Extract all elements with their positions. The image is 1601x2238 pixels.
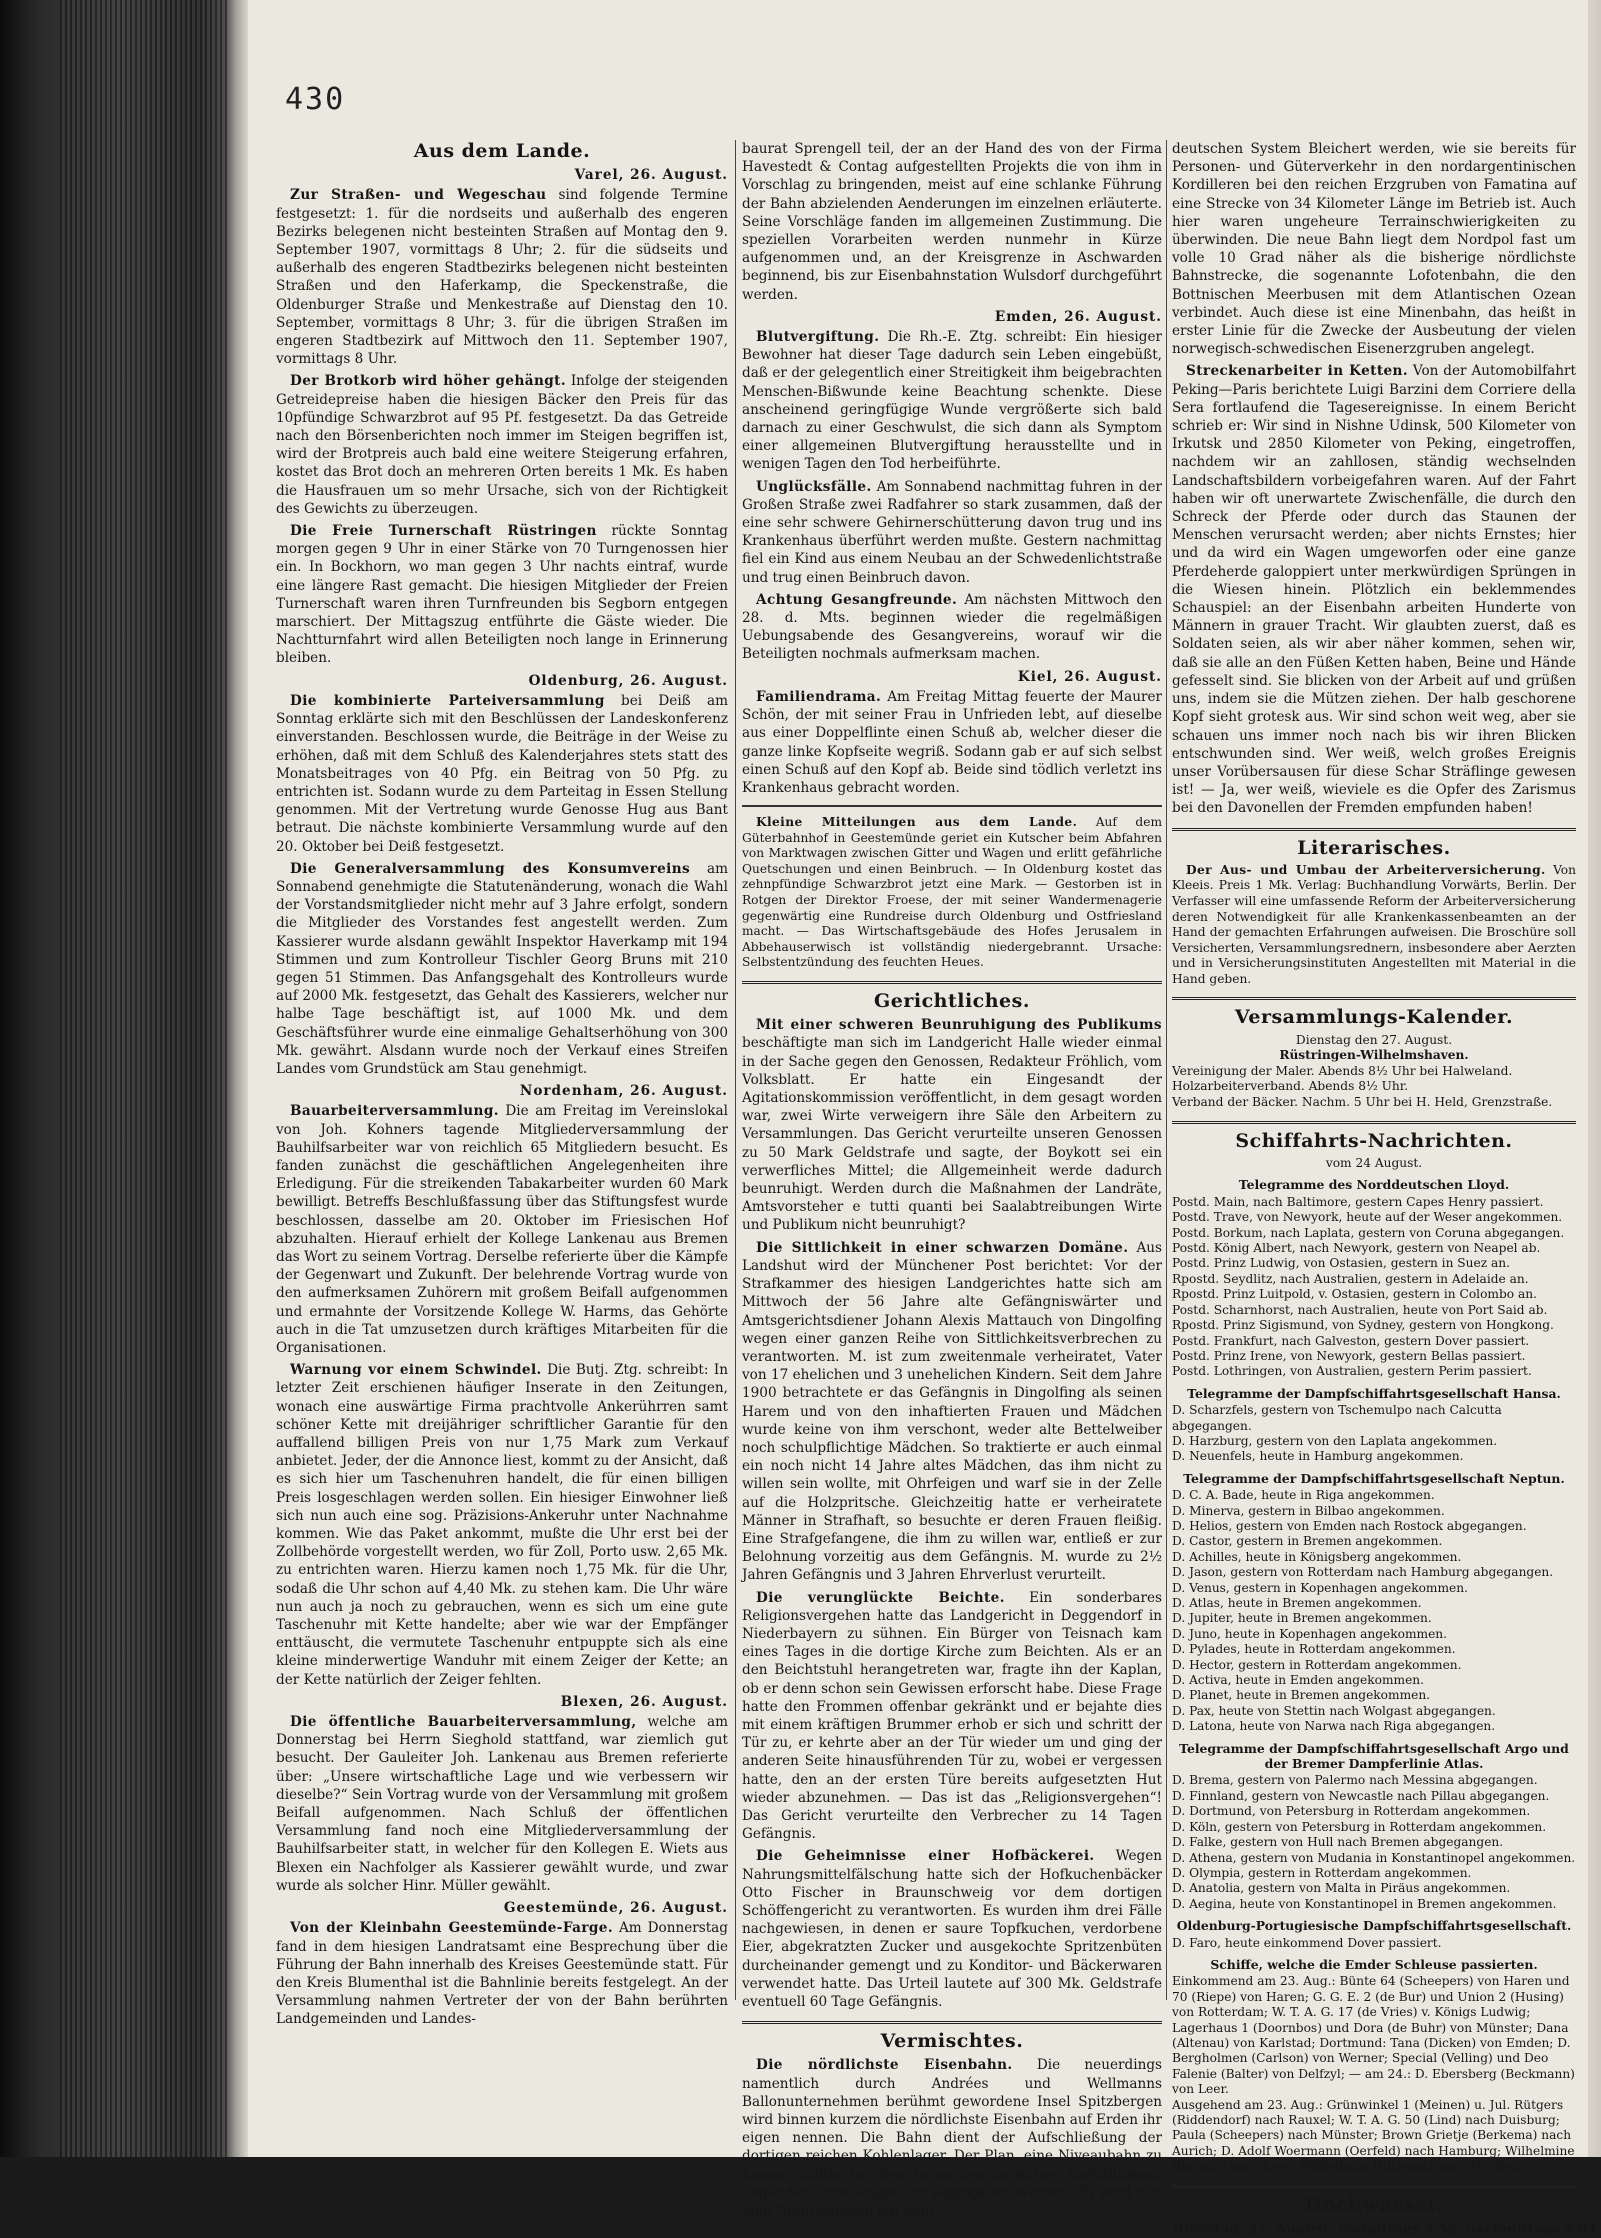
article (276, 1713, 728, 1895)
article-text: beschäftigte man sich im Landgericht Halle wieder einmal in der Sache gegen den Genossen, Redakteur Fröhlich, vom Volksblatt. Er hatte ein Eingesandt der Agitationskommission veröffentlicht, in dem gesagt worden war, zwei Wirte verweigern ihre Säle den Arbeitern zu Versammlungen. Das Gericht verurteilte unseren Genossen zu 50 Mark Geldstrafe und sagte, der Boykott sei ein verwerfliches Mittel; die Allgemeinheit werde dadurch beunruhigt. Werden durch die Maßnahmen der Landräte, Amtsvorsteher e tutti quanti bei Saalabtreibungen Wirte und Publikum nicht beunruhigt? (742, 1035, 1162, 1234)
shipping-entry: D. Falke, gestern von Hull nach Bremen abgegangen. (1172, 1835, 1504, 1850)
article (276, 522, 728, 668)
shipping-group-heading: Telegramme des Norddeutschen Lloyd. (1238, 1177, 1510, 1193)
shipping-entry: D. Scharzfels, gestern von Tschemulpo nach Calcutta abgegangen. (1172, 1403, 1502, 1433)
article-heading: Der Aus- und Umbau der Arbeiterversicherung. (1186, 862, 1546, 877)
shipping-entry: D. Castor, gestern in Bremen angekommen. (1172, 1534, 1443, 1549)
article-heading: Der Brotkorb wird höher gehängt. (290, 373, 566, 390)
article-text: Am Donnerstag fand in dem hiesigen Landratsamt eine Besprechung über die Führung der Bahn innerhalb des Kreises Geestemünde statt. Für den Kreis Blumenthal ist die Bahnlinie bereits festgelegt. An der Versammlung nahmen Vertreter der von der Bahn berührten Landgemeinden und Landes- (276, 1920, 728, 2028)
article (742, 328, 1162, 474)
shipping-entry: D. Athena, gestern von Mudania in Konstantinopel angekommen. (1172, 1850, 1576, 1865)
article-text: am Sonnabend genehmigte die Statutenänderung, wonach die Wahl der Vorstandsmitglieder nicht mehr auf 3 Jahre erfolgt, sondern die Mitglieder des Vorstandes fest angestellt werden. Zum Kassierer wurde alsdann gewählt Inspektor Haverkamp mit 194 Stimmen und zum Kontrolleur Tischler Georg Bruns mit 210 gegen 51 Stimmen. Das Anfangsgehalt des Kontrolleurs wurde auf 2000 Mk. festgesetzt, das Gehalt des Kassierers, welcher nur halbe Tage beschäftigt ist, auf 1000 Mk. und dem Geschäftsführer wurde eine einmalige Gehaltserhöhung von 300 Mk. gewährt. Alsdann wurde noch der Verkauf eines Streifen Landes vom Grundstück am Stau genehmigt. (276, 860, 728, 1077)
book-binding (60, 0, 230, 2157)
article-text: Die Rh.-E. Ztg. schreibt: Ein hiesiger Bewohner hat dieser Tage dadurch sein Leben eingebüßt, daß er der gelegentlich einer Streitigkeit ihm beigebrachten Menschen-Bißwunde keine Beachtung schenkte. Diese anscheinend geringfügige Wunde vergrößerte sich bald darnach zu einer Geschwulst, die sich dann als Symptom einer allgemeinen Blutvergiftung herausstellte und in wenigen Tagen den Tod herbeiführte. (742, 329, 1162, 473)
article-text: Von Kleeis. Preis 1 Mk. Verlag: Buchhandlung Vorwärts, Berlin. Der Verfasser will eine umfassende Reform der Arbeiterversicherung deren Notwendigkeit für alle Krankenkassenbeamten an der Hand der gemachten Erfahrungen aufweisen. Die Broschüre soll Versicherten, Versammlungsrednern, insbesondere aber Aerzten und in Versicherungsinstituten Angestellten mit Material in die Hand geben. (1172, 862, 1576, 986)
shipping-entry: D. Aegina, heute von Konstantinopel in Bremen angekommen. (1172, 1896, 1557, 1911)
shipping-entry: Postd. Borkum, nach Laplata, gestern von Coruna abgegangen. (1172, 1225, 1565, 1240)
article-text: Am Sonnabend nachmittag fuhren in der Großen Straße zwei Radfahrer so stark zusammen, daß der eine sehr schwere Gehirnerschütterung davon trug und ins Krankenhaus überführt werden mußte. Gestern nachmittag fiel ein Kind aus einem Neubau an der Schwedenlichtstraße und trug einen Beinbruch davon. (742, 478, 1162, 586)
article-heading: Die verunglückte Beichte. (756, 1589, 1005, 1606)
article-heading: Die Sittlichkeit in einer schwarzen Domäne. (756, 1239, 1129, 1256)
calendar-item: Vereinigung der Maler. Abends 8½ Uhr bei Halweland. (1172, 1063, 1513, 1078)
article-heading: Die Freie Turnerschaft Rüstringen (290, 523, 597, 540)
article (742, 478, 1162, 587)
column-rule (1166, 140, 1167, 2000)
shipping-entry: D. Juno, heute in Kopenhagen angekommen. (1172, 1626, 1448, 1641)
article-text: Von der Automobilfahrt Peking—Paris berichtete Luigi Barzini dem Corriere della Sera fortlaufend die Tagesereignisse. In einem Bericht schrieb er: Wir sind in Nishne Udinsk, 500 Kilometer von Irkutsk und 2850 Kilometer von Peking, eingetroffen, nachdem wir an zahllosen, ständig wechselnden Landschaftsbildern vorbeigefahren waren. Auf der Fahrt haben wir oft unerwartete Zwischenfälle, die durch den Schreck der Pferde oder durch das Staunen der Menschen verursacht werden; aber nichts Ernstes; hier und da wird ein Wagen umgeworfen oder eine ganze Pferdeherde galoppiert unter merkwürdigen Sprüngen in die Wiesen hinein. Plötzlich ein beklemmendes Schauspiel: an der Eisenbahn arbeiten Hunderte von Männern in grauer Tracht. Wir glaubten zuerst, daß es Soldaten seien, als wir aber näher kommen, sehen wir, daß sie alle an den Füßen Ketten haben, Beine und Hände gefesselt sind. Sie blicken von der Arbeit auf und grüßen uns, indem sie die Mützen ziehen. Der halb geschorene Kopf sieht grotesk aus. Wir sind schon weit weg, aber sie schauen uns immer noch nach bis wir ihren Blicken entschwunden sind. Wer weiß, welch großes Ereignis unser Vorübersausen für diese Schar Sträflinge gewesen ist! — Ja, wer weiß, wieviele es die Opfer des Zarismus bei den Davonellen der Fremden empfunden haben! (1172, 363, 1576, 817)
shipping-entry: D. Planet, heute in Bremen angekommen. (1172, 1688, 1431, 1703)
shipping-entry: D. Latona, heute von Narwa nach Riga abgegangen. (1172, 1719, 1496, 1734)
article (742, 1016, 1162, 1234)
article-text: sind folgende Termine festgesetzt: 1. für die nordseits und außerhalb des engeren Bezirks belegenen nicht besteinten Straßen auf Montag den 9. September 1907, vormittags 8 Uhr; 2. für die südseits und außerhalb des engeren Stadtbezirks belegenen nicht besteinten Straßen und den Haferkamp, die Speckenstraße, die Oldenburger Straße und Menkestraße auf Dienstag den 10. September, vormittags 8 Uhr; 3. für die übrigen Straßen im engeren Stadtbezirk auf Mittwoch den 11. September 1907, vormittags 8 Uhr. (276, 187, 728, 368)
article-heading: Die Generalversammlung des Konsumvereins (290, 860, 691, 877)
shipping-entry: D. Atlas, heute in Bremen angekommen. (1172, 1596, 1422, 1610)
shipping-list (1172, 1177, 1576, 2174)
shipping-entry: Postd. Frankfurt, nach Galveston, gestern Dover passiert. (1172, 1333, 1530, 1348)
article-text: bei Deiß am Sonntag erklärte sich mit den Beschlüssen der Landeskonferenz einverstanden. Beschlossen wurde, die Beiträge in der Weise zu erhöhen, daß mit dem Schluß des Kalenderjahres stets statt des Monatsbeitrages von 40 Pfg. ein Beitrag von 50 Pfg. zu entrichten ist. Sodann wurde zu dem Parteitag in Essen Stellung genommen. Mit der Vertretung wurde Genosse Hug aus Bant betraut. Die nächste kombinierte Versammlung wurde auf den 20. Oktober bei Deiß festgesetzt. (276, 692, 729, 855)
shipping-group-heading: Schiffe, welche die Emder Schleuse passierten. (1210, 1956, 1538, 1972)
shipping-entry: Rpostd. Prinz Sigismund, von Sydney, gestern von Hongkong. (1172, 1318, 1554, 1333)
shipping-entry: Rpostd. Seydlitz, nach Australien, gestern in Adelaide an. (1172, 1271, 1529, 1286)
article-heading: Die nördlichste Eisenbahn. (756, 2057, 1013, 2074)
shipping-entry: D. Jason, gestern von Rotterdam nach Hamburg abgegangen. (1172, 1565, 1554, 1580)
kleine-text: Auf dem Güterbahnhof in Geestemünde geriet ein Kutscher beim Abfahren von Marktwagen zwischen Gitter und Wagen und erlitt gefährliche Quetschungen und einen Beinbruch. — In Oldenburg kostet das zehnpfündige Schwarzbrot jetzt eine Mark. — Gestorben ist in Rotgen der Direktor Froese, der mit seiner Wandermenagerie gegenwärtig eine Rundreise durch Oldenburg und Ostfriesland macht. — Das Wirtschaftsgebäude des Hofes Jerusalem in Abbehauserwisch ist vollständig niedergebrannt. Ursache: Selbstentzündung des feuchten Heues. (742, 815, 1162, 970)
shipping-entry: Einkommend am 23. Aug.: Bünte 64 (Scheepers) von Haren und 70 (Riepe) von Haren; G. G. E. 2 (de Bur) und Union 2 (Husing) von Rotterdam; W. T. A. G. 17 (de Vries) v. Königs Ludwig; Lagerhaus 1 (Doornbos) und Dora (de Buhr) von Münster; Dana (Altenau) von Karlstad; Dortmund: Tana (Dicken) von Emden; D. Bergholmen (Carlson) von Werner; Special (Velling) und Deo Falenie (Balter) von Delfzyl; — am 24.: D. Ebersberg (Beckmann) von Leer. (1172, 1974, 1575, 2097)
article-text: Die neuerdings namentlich durch Andrées und Wellmanns Ballonunternehmen berühmt gewordene Insel Spitzbergen wird binnen kurzem die nördlichste Eisenbahn auf Erden ihr eigen nennen. Die Bahn dient der Aufschließung der dortigen reichen Kohlenlager. Der Plan, eine Niveaubahn zu bauen, mußte bei den in meteorologischen Verhältnissen liegenden Schwierigkeiten aufgegeben werden. Es wird nun eine Drahtseilbahn auf dem (742, 2057, 1162, 2220)
article-list (276, 166, 728, 2028)
article-heading: Zur Straßen- und Wegeschau (290, 187, 547, 204)
shipping-entry: D. Minerva, gestern in Bilbao angekommen. (1172, 1503, 1445, 1518)
shipping-entry: D. Jupiter, heute in Bremen angekommen. (1172, 1611, 1432, 1626)
shipping-entry: Rpostd. Prinz Luitpold, v. Ostasien, gestern in Colombo an. (1172, 1287, 1537, 1302)
article-text: Am nächsten Mittwoch den 28. d. Mts. beginnen wieder die regelmäßigen Uebungsabende des Gesangvereins, worauf wir die Beteiligten nochmals aufmerksam machen. (742, 591, 1162, 663)
section-title: Aus dem Lande. (413, 140, 591, 162)
article-heading: Mit einer schweren Beunruhigung des Publikums (756, 1017, 1162, 1034)
article (742, 688, 1162, 797)
shipping-entry: D. Hector, gestern in Rotterdam angekommen. (1172, 1657, 1462, 1672)
article (276, 1102, 728, 1357)
article-text: Infolge der steigenden Getreidepreise haben die hiesigen Bäcker den Preis für das 10pfündige Schwarzbrot auf 95 Pf. festgesetzt. Da das Getreide nach den Börsenberichten noch immer im Steigen begriffen ist, wird der Brotpreis auch bald eine weitere Steigerung erfahren, kostet das Brot doch an mehreren Orten bereits 1 Mk. Es haben die Hausfrauen um so mehr Ursache, sich von der Richtigkeit des Gewichts zu überzeugen. (276, 373, 728, 517)
dateline: Blexen, 26. August. (560, 1693, 728, 1710)
article (742, 1847, 1162, 2011)
shipping-group-heading: Telegramme der Dampfschiffahrtsgesellschaft Argo und der Bremer Dampferlinie Atlas. (1179, 1740, 1569, 1772)
dateline: Kiel, 26. August. (1017, 668, 1162, 685)
shipping-entry: Postd. Trave, von Newyork, heute auf der Weser angekommen. (1172, 1210, 1563, 1225)
shipping-entry: D. Activa, heute in Emden angekommen. (1172, 1673, 1425, 1688)
section-title: Vermischtes. (742, 2021, 1162, 2050)
article (276, 692, 728, 856)
continued-text: deutschen System Bleichert werden, wie sie bereits für Personen- und Güterverkehr in den nordargentinischen Kordilleren bei den reichen Erzgruben von Famatina auf eine Strecke von 34 Kilometer Länge im Betrieb ist. Auch hier waren ungeheure Terrainschwierigkeiten zu überwinden. Die neue Bahn liegt dem Nordpol fast um volle 10 Grad näher als die bisherige nördlichste Bahnstrecke, die sogenannte Lofotenbahn, die den Bottnischen Meerbusen mit dem Atlantischen Ozean verbindet. Auch diese ist eine Minenbahn, das heißt in erster Linie für die Zwecke der Ausbeutung der vielen norwegisch-schwedischen Eisenerzgruben angelegt. (1172, 141, 1576, 358)
shipping-entry: Postd. Prinz Ludwig, von Ostasien, gestern in Suez an. (1172, 1256, 1511, 1271)
article (276, 1919, 728, 2028)
dateline: Emden, 26. August. (994, 308, 1162, 325)
section-title: Versammlungs-Kalender. (1172, 997, 1576, 1026)
column-right (1172, 140, 1597, 2237)
article (1172, 362, 1576, 817)
calendar-list (1172, 1064, 1576, 1111)
shipping-entry: D. Brema, gestern von Palermo nach Messina abgegangen. (1172, 1773, 1538, 1788)
article-heading: Blutvergiftung. (756, 329, 880, 346)
page-number: 430 (285, 82, 346, 117)
article-heading: Die Geheimnisse einer Hofbäckerei. (756, 1848, 1095, 1865)
shipping-entry: Postd. Prinz Irene, von Newyork, gestern Bellas passiert. (1172, 1348, 1526, 1363)
kleine-heading: Kleine Mitteilungen aus dem Lande. (756, 815, 1078, 830)
shipping-date: vom 24 August. (1325, 1155, 1423, 1170)
shipping-entry: D. Pylades, heute in Rotterdam angekommen. (1172, 1642, 1456, 1657)
continued-text: baurat Sprengell teil, der an der Hand des von der Firma Havestedt & Contag aufgestellten Projekts die von ihm in Vorschlag zu bringenden, meist auf eine schlanke Führung der Bahn abzielenden Aenderungen im einzelnen erläuterte. Seine Vorschläge fanden im allgemeinen Zustimmung. Die speziellen Vorarbeiten werden nunmehr in Kürze aufgenommen und, an der Kreisgrenze in Aschwarden beginnend, bis zur Eisenbahnstation Wulsdorf durchgeführt werden. (742, 141, 1162, 303)
shipping-group-heading: Telegramme der Dampfschiffahrtsgesellschaft Hansa. (1187, 1385, 1561, 1401)
article (276, 186, 728, 368)
dateline: Oldenburg, 26. August. (528, 672, 728, 689)
article-text: Die Butj. Ztg. schreibt: In letzter Zeit erschienen häufiger Inserate in den Zeitungen, wonach eine auswärtige Firma prachtvolle Ankerührren samt schöner Kette mit dreijähriger schriftlicher Garantie für den auffallend billigen Preis von nur 1,75 Mark zum Verkauf anbietet. Jeder, der die Annonce liest, kommt zu der Ansicht, daß es sich hier um Taschenuhren handelt, die für einen billigen Preis losgeschlagen werden sollen. Ein hiesiger Einwohner ließ sich nun auch eine sog. Präzisions-Ankeruhr unter Nachnahme kommen. Wie das Paket ankommt, mußte die Uhr erst bei der Zollbehörde vorgestellt werden, wo für Zoll, Porto usw. 2,65 Mk. zu entrichten waren. Hierzu kamen noch 1,75 Mk. für die Uhr, sodaß die Uhr schon auf 4,40 Mk. zu stehen kam. Die Uhr wäre nun auch ja noch zu gebrauchen, wenn es sich um eine gute Taschenuhr mit Kette handelte; aber wie war der Empfänger enttäuscht, die vermutete Taschenuhr entpuppte sich als eine kleine minderwertige Wanduhr mit einem Zeiger der Kette; an der Kette natürlich der Zeiger fehlten. (276, 1362, 728, 1688)
column-left (276, 140, 729, 2028)
article-text: rückte Sonntag morgen gegen 9 Uhr in einer Stärke von 70 Turngenossen hier ein. In Bockhorn, wo man gegen 3 Uhr nachts eintraf, wurde eine längere Rast gemacht. Die hiesigen Mitglieder der Freien Turnerschaft waren ihren Turnfreunden bis Segborn entgegen marschiert. Der Mittagszug entführte die Gäste wieder. Die Nachtturnfahrt wird allen Beteiligten noch lange in Erinnerung bleiben. (276, 523, 729, 667)
article-heading: Familiendrama. (756, 688, 882, 705)
section-title: Literarisches. (1172, 828, 1576, 857)
article-heading: Die öffentliche Bauarbeiterversammlung, (290, 1714, 637, 1731)
article (742, 1589, 1162, 1844)
divider (742, 805, 1162, 807)
shipping-entry: Ausgehend am 23. Aug.: Grünwinkel 1 (Meinen) u. Jul. Rütgers (Riddendorf) nach Rauxel; W. T. A. G. 50 (Lind) nach Duisburg; Paula (Scheepers) nach Münster; Brown Grietje (Berkema) nach Aurich; D. Adolf Woermann (Oerfeld) nach Hamburg; Wilhelmine (Bartels) nach Leer; Wilhelmine (Ritzema) nach Norden. (1172, 2097, 1575, 2174)
article-heading: Warnung vor einem Schwindel. (290, 1362, 542, 1379)
column-rule (735, 140, 736, 2000)
section-title: Schiffahrts-Nachrichten. (1172, 1121, 1576, 1150)
calendar-item: Holzarbeiterverband. Abends 8½ Uhr. (1172, 1079, 1409, 1094)
shipping-entry: D. Anatolia, gestern von Malta in Piräus angekommen. (1172, 1881, 1511, 1896)
shipping-entry: D. Finnland, gestern von Newcastle nach Pillau abgegangen. (1172, 1788, 1550, 1803)
shipping-entry: D. Neuenfels, heute in Hamburg angekommen. (1172, 1449, 1464, 1464)
shipping-entry: D. Achilles, heute in Königsberg angekommen. (1172, 1549, 1462, 1564)
article (742, 591, 1162, 664)
article (276, 860, 728, 1078)
dateline: Geestemünde, 26. August. (503, 1900, 728, 1917)
article-text: Die am Freitag im Vereinslokal von Joh. Kohners tagende Mitgliederversammlung der Bauhilfsarbeiter war von reichlich 65 Mitgliedern besucht. Es fanden zunächst die geschäftlichen Angelegenheiten ihre Erledigung. Für die streikenden Tabakarbeiter wurden 60 Mark bewilligt. Betreffs Beschlußfassung über das Stiftungsfest wurde beschlossen, dasselbe am 20. Oktober im Friesischen Hof abzuhalten. Hierauf erhielt der Kollege Lankenau aus Bremen das Wort zu seinem Vortrag. Derselbe referierte über die Kämpfe der Gegenwart und Zukunft. Der belehrende Vortrag wurde von den aufmerksamen Zuhörern mit großem Beifall aufgenommen und ermahnte der Vorsitzende Kollege W. Harms, das Gehörte auch in die Tat umzusetzen durch kräftiges Mitarbeiten für die Organisationen. (276, 1103, 728, 1356)
article (1172, 863, 1576, 988)
section-title: Hochwasser. (1172, 2185, 1576, 2214)
article (742, 2056, 1162, 2220)
column-middle (742, 140, 1163, 2220)
section-title: Gerichtliches. (742, 981, 1162, 1010)
shipping-group-heading: Telegramme der Dampfschiffahrtsgesellschaft Neptun. (1183, 1470, 1565, 1486)
high-water-times: Dienstag, 27. August: vormittags 3.52, nachmittags 4.04 (1172, 2220, 1597, 2237)
article-heading: Von der Kleinbahn Geestemünde-Farge. (290, 1920, 613, 1937)
article-heading: Die kombinierte Parteiversammlung (290, 692, 605, 709)
shipping-entry: D. Helios, gestern von Emden nach Rostock abgegangen. (1172, 1518, 1527, 1533)
shipping-entry: D. Faro, heute einkommend Dover passiert. (1172, 1935, 1442, 1950)
shipping-entry: D. Köln, gestern von Petersburg in Rotterdam angekommen. (1172, 1819, 1547, 1834)
shipping-entry: D. Harzburg, gestern von den Laplata angekommen. (1172, 1433, 1498, 1448)
shipping-entry: D. Venus, gestern in Kopenhagen angekommen. (1172, 1580, 1468, 1595)
article-text: Wegen Nahrungsmittelfälschung hatte sich der Hofkuchenbäcker Otto Fischer in Braunschweig vor dem dortigen Schöffengericht zu verantworten. Es wurden ihm drei Fälle nachgewiesen, in denen er saure Topfkuchen, verdorbene Eier, abgekratzten Zucker und ausgekochte Spritzenbüten durcheinander gemengt und zu Konditor- und Bäckerwaren verwendet hatte. Das Urteil lautete auf 300 Mk. Geldstrafe eventuell 60 Tage Gefängnis. (742, 1848, 1162, 2011)
article-text: Aus Landshut wird der Münchener Post berichtet: Vor der Strafkammer des hiesigen Landgerichtes hatte sich am Mittwoch der 56 Jahre alte Gefängniswärter und Amtsgerichtsdiener Johann Alexis Mattauch von Dingolfing wegen einer ganzen Reihe von Sittlichkeitsverbrechen zu verantworten. M. ist zum zweitenmale verheiratet, Vater von 17 ehelichen und 3 unehelichen Kindern. Seit dem Jahre 1900 betrachtete er das Gefängnis in Dingolfing als seinen Harem und von den inhaftierten Frauen und Mädchen wurde keine von ihm verschont, weder alte Bettelweiber noch schulpflichtige Mädchen. So traktierte er auch einmal ein noch nicht 14 Jahre altes Mädchen, das ihm nicht zu willen sein wollte, mit Ohrfeigen und warf sie in der Zelle auf die Holzpritsche. Gleichzeitig hatte er verheiratete Männer in Strafhaft, so besuchte er deren Frauen fleißig. Eine Strafgefangene, die ihm zu willen war, entließ er zur Belohnung vorzeitig aus dem Gefängnis. M. wurde zu 2½ Jahren Gefängnis und 3 Jahren Ehrverlust verurteilt. (742, 1239, 1162, 1584)
dateline: Nordenham, 26. August. (519, 1083, 728, 1100)
article-text: welche am Donnerstag bei Herrn Sieghold stattfand, war ziemlich gut besucht. Der Gauleiter Joh. Lankenau aus Bremen referierte über: „Unsere wirtschaftliche Lage und wie verbessern wir dieselbe?“ Sein Vortrag wurde von der Versammlung mit großem Beifall aufgenommen. Nach Schluß der öffentlichen Versammlung fand noch eine Mitgliederversammlung der Bauhilfsarbeiter statt, in welcher für den Kollegen E. Wiets aus Blexen ein Nachfolger als Kassierer gewählt wurde, und zwar wurde als solcher Hinr. Müller gewählt. (276, 1714, 729, 1894)
shipping-group-heading: Oldenburg-Portugiesische Dampfschiffahrtsgesellschaft. (1176, 1918, 1572, 1934)
shipping-entry: Postd. Lothringen, von Australien, gestern Perim passiert. (1172, 1364, 1532, 1379)
article (276, 372, 728, 518)
shipping-entry: D. Dortmund, von Petersburg in Rotterdam angekommen. (1172, 1804, 1531, 1819)
shipping-entry: D. Olympia, gestern in Rotterdam angekommen. (1172, 1865, 1472, 1880)
shipping-entry: D. Pax, heute von Stettin nach Wolgast abgegangen. (1172, 1703, 1496, 1718)
article (276, 1361, 728, 1689)
article-text: Ein sonderbares Religionsvergehen hatte das Landgericht in Deggendorf in Niederbayern zu sühnen. Ein Bürger von Teisnach kam eines Tages in die dortige Kirche zum Beichten. Als er an den Beichtstuhl herangetreten war, fragte ihn der Kaplan, ob er denn schon sein Gewissen erforscht habe. Diese Frage hatte den Frommen offenbar gekränkt und er bejahte dies mit einem kräftigen Brummer erhob er sich und schritt der Tür zu, er kehrte aber an der Tür wieder um und ging der anderen Seite hinausführenden Tür zu, wobei er vergessen hatte, den an der ersten Türe bereits aufgesetzten Hut wieder abzunehmen. — Das ist das „Religionsvergehen“! Das Gericht verurteilte den Verbrecher zu 14 Tagen Gefängnis. (742, 1589, 1163, 1843)
shipping-entry: D. C. A. Bade, heute in Riga angekommen. (1172, 1488, 1435, 1503)
article-heading: Streckenarbeiter in Ketten. (1186, 363, 1408, 380)
shipping-entry: Postd. König Albert, nach Newyork, gestern von Neapel ab. (1172, 1241, 1541, 1256)
article-heading: Achtung Gesangfreunde. (756, 591, 958, 608)
calendar-place: Rüstringen-Wilhelmshaven. (1279, 1048, 1469, 1063)
article (742, 1239, 1162, 1585)
dateline: Varel, 26. August. (574, 167, 728, 184)
shipping-entry: Postd. Main, nach Baltimore, gestern Capes Henry passiert. (1172, 1194, 1544, 1209)
calendar-date: Dienstag den 27. August. (1295, 1032, 1453, 1047)
article-heading: Unglücksfälle. (756, 478, 872, 495)
shipping-entry: Postd. Scharnhorst, nach Australien, heute von Port Said ab. (1172, 1302, 1548, 1317)
article-text: Am Freitag Mittag feuerte der Maurer Schön, der mit seiner Frau in Unfrieden lebt, auf dieselbe aus einer Doppelflinte einen Schuß ab, welcher dieser die ganze linke Kopfseite wegriß. Sodann gab er auf sich selbst einen Schuß auf den Kopf ab. Beide sind tödlich verletzt ins Krankenhaus gebracht worden. (742, 688, 1162, 796)
calendar-item: Verband der Bäcker. Nachm. 5 Uhr bei H. Held, Grenzstraße. (1172, 1095, 1553, 1110)
article-list (742, 1016, 1162, 2011)
article-heading: Bauarbeiterversammlung. (290, 1103, 499, 1120)
kleine-mitteilungen (742, 815, 1162, 971)
article-list (742, 308, 1162, 797)
